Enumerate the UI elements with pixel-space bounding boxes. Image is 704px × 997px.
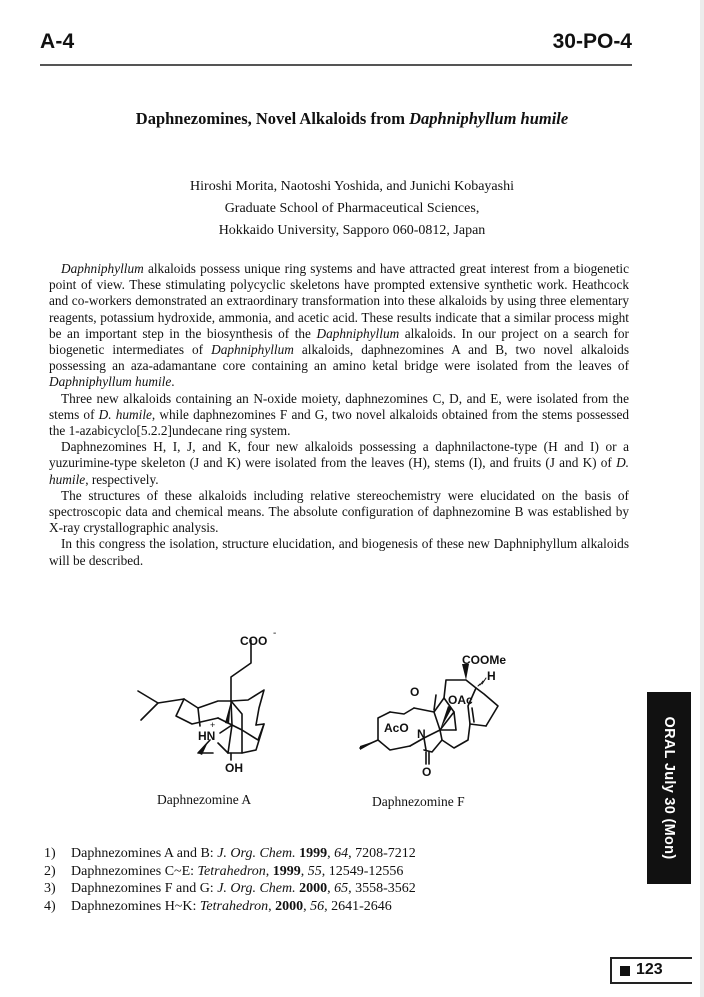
reference-year: 2000 — [275, 898, 304, 914]
reference-body: Daphnezomines A and B: J. Org. Chem. 1999, 64, 7208-7212 — [71, 846, 416, 861]
reference-volume: 65 — [334, 881, 349, 897]
page-number: 123 — [636, 961, 663, 978]
abstract-paragraph-1 — [49, 261, 629, 391]
reference-pages: 12549-12556 — [328, 863, 404, 879]
reference-year: 2000 — [299, 881, 328, 897]
reference-pages: 7208-7212 — [355, 846, 416, 861]
label-minus: - — [273, 628, 277, 639]
session-code: A-4 — [40, 30, 75, 53]
square-marker-icon — [620, 966, 630, 976]
page-number-box — [610, 957, 692, 984]
title-text: Daphnezomines, Novel Alkaloids from — [135, 109, 410, 128]
reference-number: 3) — [44, 881, 56, 897]
abstract-paragraph-4: The structures of these alkaloids including relative stereochemistry were elucidated on the basis of spectroscopic data and chemical means. The absolute configuration of daphnezomine B was established by X-ray crystallographic analysis. — [49, 487, 629, 536]
species-name: Daphniphyllum humile — [49, 374, 172, 390]
caption-daphnezomine-f: Daphnezomine F — [372, 794, 465, 809]
page-edge — [700, 0, 704, 997]
reference-item — [44, 898, 416, 916]
reference-journal: Tetrahedron — [197, 863, 266, 879]
author-block — [0, 176, 704, 242]
title-species: Daphniphyllum humile — [409, 109, 569, 128]
wedge-bond — [360, 740, 378, 750]
paper-title — [0, 109, 704, 129]
caption-daphnezomine-a: Daphnezomine A — [157, 792, 252, 807]
affiliation-line-2: Hokkaido University, Sapporo 060-0812, Japan — [218, 223, 486, 238]
label-plus: + — [210, 720, 216, 730]
abstract — [49, 261, 629, 569]
reference-number: 2) — [44, 863, 56, 879]
session-side-tab — [647, 692, 691, 884]
label-coo: COO — [240, 634, 268, 648]
reference-item — [44, 845, 416, 863]
text-run: alkaloids. In our project on a search for biogenetic intermediates of — [49, 325, 629, 358]
text-run: alkaloids, daphnezomines A and B, two novel alkaloids possessing an aza-adamantane core containing an amino ketal bridge were isolated from the leaves of — [49, 342, 630, 374]
species-name: D. humile — [98, 406, 152, 422]
affiliation-line-1: Graduate School of Pharmaceutical Sciences, — [224, 201, 480, 216]
species-name: Daphniphyllum — [211, 342, 294, 358]
abstract-paragraph-5: In this congress the isolation, structure elucidation, and biogenesis of these new Daphniphyllum alkaloids will be described. — [49, 536, 629, 568]
session-side-tab-label: ORAL July 30 (Mon) — [661, 716, 677, 860]
label-oac: OAc — [448, 693, 473, 707]
label-aco: AcO — [384, 721, 409, 735]
reference-year: 1999 — [299, 846, 328, 861]
text-run: alkaloids possess unique ring systems and have attracted great interest from a biogenetic point of view. These stimulating polycyclic skeletons have prompted extensive synthetic work. Heathcock and co-workers demonstrated an extraordinary transformation into these alkaloids by using three elementary reagents, potassium hydroxide, ammonia, and acetic acid. These results indicate that a similar process might be an important step in the biosynthesis of the — [49, 261, 629, 341]
reference-pages: 3558-3562 — [355, 881, 416, 897]
label-oh: OH — [225, 761, 243, 775]
reference-volume: 64 — [334, 846, 349, 861]
label-coome: COOMe — [462, 653, 507, 667]
author-names: Hiroshi Morita, Naotoshi Yoshida, and Junichi Kobayashi — [190, 179, 514, 194]
skeleton-bonds-f — [360, 680, 498, 764]
abstract-paragraph-2 — [49, 391, 629, 440]
reference-volume: 55 — [307, 863, 322, 879]
reference-number: 1) — [44, 846, 56, 861]
reference-journal: J. Org. Chem. — [217, 881, 296, 897]
label-n: N — [417, 727, 426, 741]
reference-item — [44, 880, 416, 898]
text-run: . — [171, 374, 175, 390]
label-o-bottom: O — [422, 765, 432, 779]
reference-text: Daphnezomines F and G: — [71, 881, 218, 897]
label-o-top: O — [410, 685, 420, 699]
text-run: , while daphnezomines F and G, two novel alkaloids obtained from the stems possessed the 1-azabicyclo[5.2.2]undecane ring system. — [49, 406, 629, 439]
reference-body: Daphnezomines H~K: Tetrahedron, 2000, 56, 2641-2646 — [71, 898, 392, 914]
reference-text: Daphnezomines A and B: — [71, 846, 218, 861]
wedge-bond — [225, 701, 231, 724]
reference-text: Daphnezomines C~E: — [71, 863, 198, 879]
label-h: H — [487, 669, 496, 683]
reference-body: Daphnezomines C~E: Tetrahedron, 1999, 55, 12549-12556 — [71, 863, 404, 879]
references — [44, 845, 416, 915]
reference-number: 4) — [44, 898, 56, 914]
species-name: D. humile — [49, 455, 629, 487]
reference-item — [44, 863, 416, 881]
reference-text: Daphnezomines H~K: — [71, 898, 200, 914]
hash-bond — [478, 678, 486, 686]
text-run: , respectively. — [85, 471, 159, 487]
species-name: Daphniphyllum — [61, 261, 144, 276]
abstract-paragraph-3 — [49, 439, 629, 488]
label-hn: HN — [198, 729, 216, 743]
text-run: Three new alkaloids containing an N-oxide moiety, daphnezomines C, D, and E, were isolated from the stems of — [49, 390, 629, 422]
structure-daphnezomine-f — [350, 650, 515, 780]
reference-body: Daphnezomines F and G: J. Org. Chem. 2000, 65, 3558-3562 — [71, 881, 416, 897]
reference-volume: 56 — [310, 898, 325, 914]
reference-journal: Tetrahedron — [199, 898, 269, 914]
reference-journal: J. Org. Chem. — [217, 846, 296, 861]
structure-daphnezomine-a — [128, 628, 298, 778]
reference-pages: 2641-2646 — [331, 898, 392, 914]
header-rule — [40, 64, 632, 66]
reference-year: 1999 — [272, 863, 301, 879]
species-name: Daphniphyllum — [316, 325, 400, 341]
text-run: Daphnezomines H, I, J, and K, four new alkaloids possessing a daphnilactone-type (H and I) or a yuzurimine-type skeleton (J and K) were isolated from the leaves (H), stems (I), and fruits (J and K) of — [49, 439, 629, 471]
presentation-code: 30-PO-4 — [552, 30, 632, 53]
